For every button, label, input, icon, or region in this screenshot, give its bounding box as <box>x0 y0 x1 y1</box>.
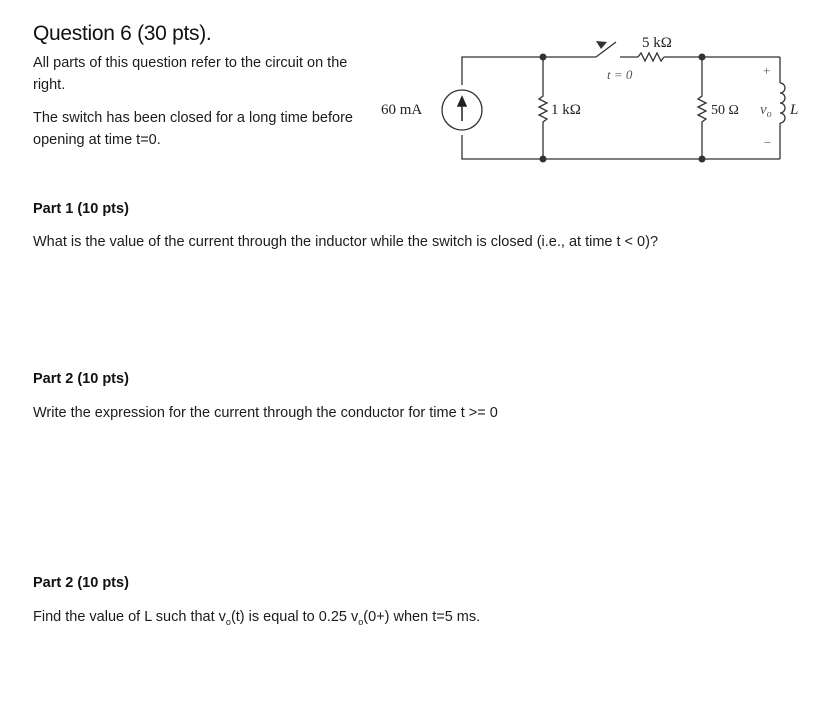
node-top-left <box>540 54 547 61</box>
r2-label: 5 kΩ <box>642 35 672 51</box>
intro-text-2: The switch has been closed for a long time before opening at time t=0. <box>33 110 353 148</box>
part-1-heading: Part 1 (10 pts) <box>33 201 129 217</box>
up-arrow-icon <box>458 97 466 106</box>
inductor-label: L <box>790 102 799 118</box>
resistor-50 <box>698 57 706 159</box>
node-bottom-left <box>540 156 547 163</box>
r1-label: 1 kΩ <box>551 102 581 118</box>
vo-label: $v_o$ <box>760 102 772 120</box>
question-title: Question 6 (30 pts). <box>33 22 212 45</box>
part-2-question: Write the expression for the current through the conductor for time t >= 0 <box>33 405 498 421</box>
switch-arrow-icon <box>596 41 607 49</box>
bottom-wire <box>462 135 780 159</box>
switch-label: t = 0 <box>607 67 633 82</box>
plus-sign: + <box>763 63 771 78</box>
part-3-question: Find the value of L such that $v_o(t)$ is equal to 0.25 $v_o(0+)$ when t=5 ms. <box>33 609 481 627</box>
part-3-heading: Part 2 (10 pts) <box>33 575 129 591</box>
node-top-right <box>699 54 706 61</box>
part-2-heading: Part 2 (10 pts) <box>33 371 129 387</box>
resistor-1k <box>539 57 547 159</box>
inductor-coil <box>780 83 785 123</box>
intro-text-1: All parts of this question refer to the circuit on the right. <box>33 55 348 93</box>
source-label: 60 mA <box>381 102 423 118</box>
circuit-diagram <box>370 25 810 175</box>
resistor-5k <box>638 53 664 61</box>
minus-sign: − <box>764 135 772 150</box>
node-bottom-right <box>699 156 706 163</box>
part-1-question: What is the value of the current through the inductor while the switch is closed (i.e., at time t < 0)? <box>33 234 659 250</box>
top-wire-left <box>462 57 596 85</box>
r3-label: 50 Ω <box>711 103 739 118</box>
